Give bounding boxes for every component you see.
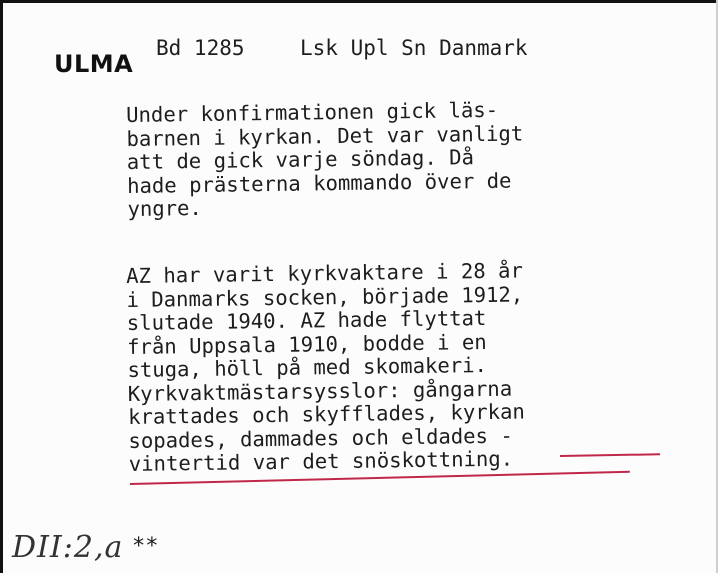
paragraph-church-warden — [126, 259, 526, 476]
text-line: AZ har varit kyrkvaktare i 28 år — [125, 258, 524, 288]
text-line: i Danmarks socken, började 1912, — [126, 281, 524, 312]
reference-location: Lsk Upl Sn Danmark — [300, 36, 528, 60]
footer-asterisks: ** — [132, 534, 159, 559]
text-line: vintertid var det snöskottning. — [128, 446, 514, 476]
handwritten-classification: DII:2,a — [12, 530, 124, 565]
text-line: Kyrkvaktmästarsysslor: gångarna — [127, 376, 513, 406]
card-edge-top — [0, 0, 718, 3]
card-edge-left — [0, 0, 3, 573]
text-line: yngre. — [127, 195, 203, 221]
text-line: hade prästerna kommando över de — [126, 168, 512, 198]
archive-stamp: ULMA — [54, 50, 134, 78]
text-line: krattades och skyfflades, kyrkan — [127, 399, 526, 429]
text-line: Under konfirmationen gick läs- — [125, 97, 499, 127]
text-line: slutade 1940. AZ hade flyttat — [126, 305, 487, 335]
text-line: sopades, dammades och eldades - — [128, 423, 513, 453]
text-line: från Uppsala 1910, bodde i en — [126, 329, 487, 359]
text-line: stuga, höll på med skomakeri. — [127, 352, 488, 382]
red-underline — [560, 453, 660, 457]
reference-number: Bd 1285 — [156, 36, 245, 60]
text-line: barnen i kyrkan. Det var vanligt — [126, 120, 524, 151]
text-line: att de gick varje söndag. Då — [126, 145, 475, 174]
paragraph-confirmation — [126, 98, 524, 221]
